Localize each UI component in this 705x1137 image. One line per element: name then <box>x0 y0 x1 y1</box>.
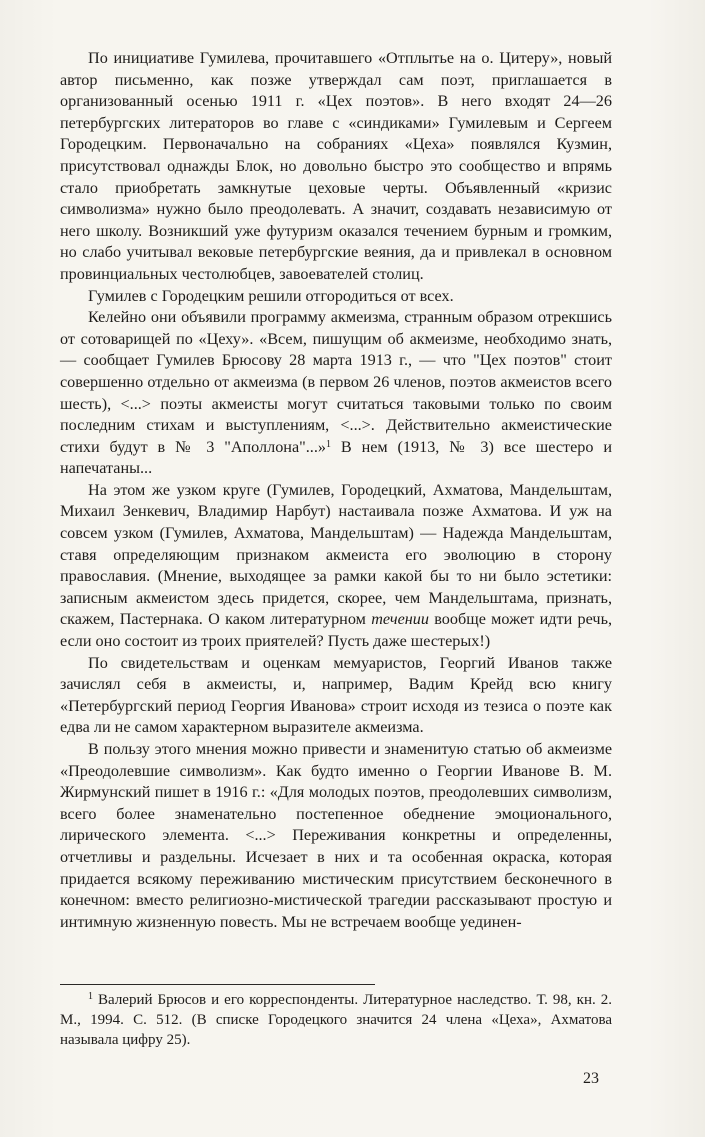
footnote <box>60 990 612 1050</box>
paragraph-text-tail: В нем (1913, № 3) все шестеро и напечатаны... <box>60 437 612 478</box>
footnote-divider <box>60 984 375 985</box>
paragraph <box>60 480 612 653</box>
paragraph-text: На этом же узком круге (Гумилев, Городецкий, Ахматова, Мандельштам, Михаил Зенкевич, Владимир Нарбут) настаивала позже Ахматова. И уж на совсем узком (Гумилев, Ахматова, Мандельштам) — Надежда Мандельштам, ставя определяющим признаком акмеиста его эволюцию в сторону православия. (Мнение, выходящее за рамки какой бы то ни было эстетики: записным акмеистом здесь придется, скорее, чем Мандельштама, признать, скажем, Пастернака. О каком литературном <box>60 480 612 629</box>
paragraph: По инициативе Гумилева, прочитавшего «Отплытье на о. Цитеру», новый автор письменно, как позже утверждал сам поэт, приглашается в организованный осенью 1911 г. «Цех поэтов». В него входят 24—26 петербургских литераторов во главе с «синдиками» Гумилевым и Сергеем Городецким. Первоначально на собраниях «Цеха» появлялся Кузмин, присутствовал однажды Блок, но довольно быстро это сообщество и впрямь стало приобретать замкнутые цеховые черты. Объявленный «кризис символизма» нужно было преодолевать. А значит, создавать независимую от него школу. Возникший уже футуризм оказался течением бурным и громким, но слабо учитывал вековые петербургские веяния, да и привлекал в основном провинциальных честолюбцев, завоевателей столиц. <box>60 49 612 283</box>
footnote-marker: 1 <box>88 991 93 1002</box>
paragraph: В пользу этого мнения можно привести и знаменитую статью об акмеизме «Преодолевшие символизм». Как будто именно о Георгии Иванове В. М. Жирмунский пишет в 1916 г.: «Для молодых поэтов, преодолевших символизм, всего более знаменательно постепенное обеднение эмоционального, лирического элемента. <...> Переживания конкретны и определенны, отчетливы и раздельны. Исчезает в них и та особенная окраска, которая придается всякому переживанию мистическим присутствием бесконечного в конечном: вместо религиозно-мистической трагедии рассказывают простую и интимную жизненную повесть. Мы не встречаем вообще уединен- <box>60 740 612 931</box>
footnote-text: Валерий Брюсов и его корреспонденты. Литературное наследство. Т. 98, кн. 2. М., 1994. С. 512. (В списке Городецкого значится 24 члена «Цеха», Ахматова называла цифру 25). <box>60 992 612 1048</box>
footnote-paragraph <box>60 990 612 1050</box>
paragraph-text: Келейно они объявили программу акмеизма, странным образом отрекшись от сотоварищей по «Цеху». «Всем, пишущим об акмеизме, необходимо знать, — сообщает Гумилев Брюсову 28 марта 1913 г., — что "Цех поэтов" стоит совершенно отдельно от акмеизма (в первом 26 членов, поэтов акмеистов всего шесть), <...> поэты акмеисты могут считаться таковыми только по своим последним стихам и выступлениям, <...>. Действительно акмеистические стихи будут в № 3 "Аполлона"...» <box>60 308 612 456</box>
page-number: 23 <box>583 1070 599 1087</box>
main-text <box>60 48 612 933</box>
paragraph: По свидетельствам и оценкам мемуаристов, Георгий Иванов также зачислял себя в акмеисты, и, например, Вадим Крейд всю книгу «Петербургский период Георгия Иванова» строит исходя из тезиса о поэте как едва ли не самом характерном выразителе акмеизма. <box>60 653 612 737</box>
paragraph <box>60 307 612 480</box>
paragraph-text-tail: вообще может идти речь, если оно состоит из троих приятелей? Пусть даже шестерых!) <box>60 610 613 651</box>
italic-word: течении <box>371 610 429 629</box>
paragraph: Гумилев с Городецким решили отгородиться от всех. <box>88 286 454 305</box>
footnote-reference: 1 <box>326 438 331 450</box>
